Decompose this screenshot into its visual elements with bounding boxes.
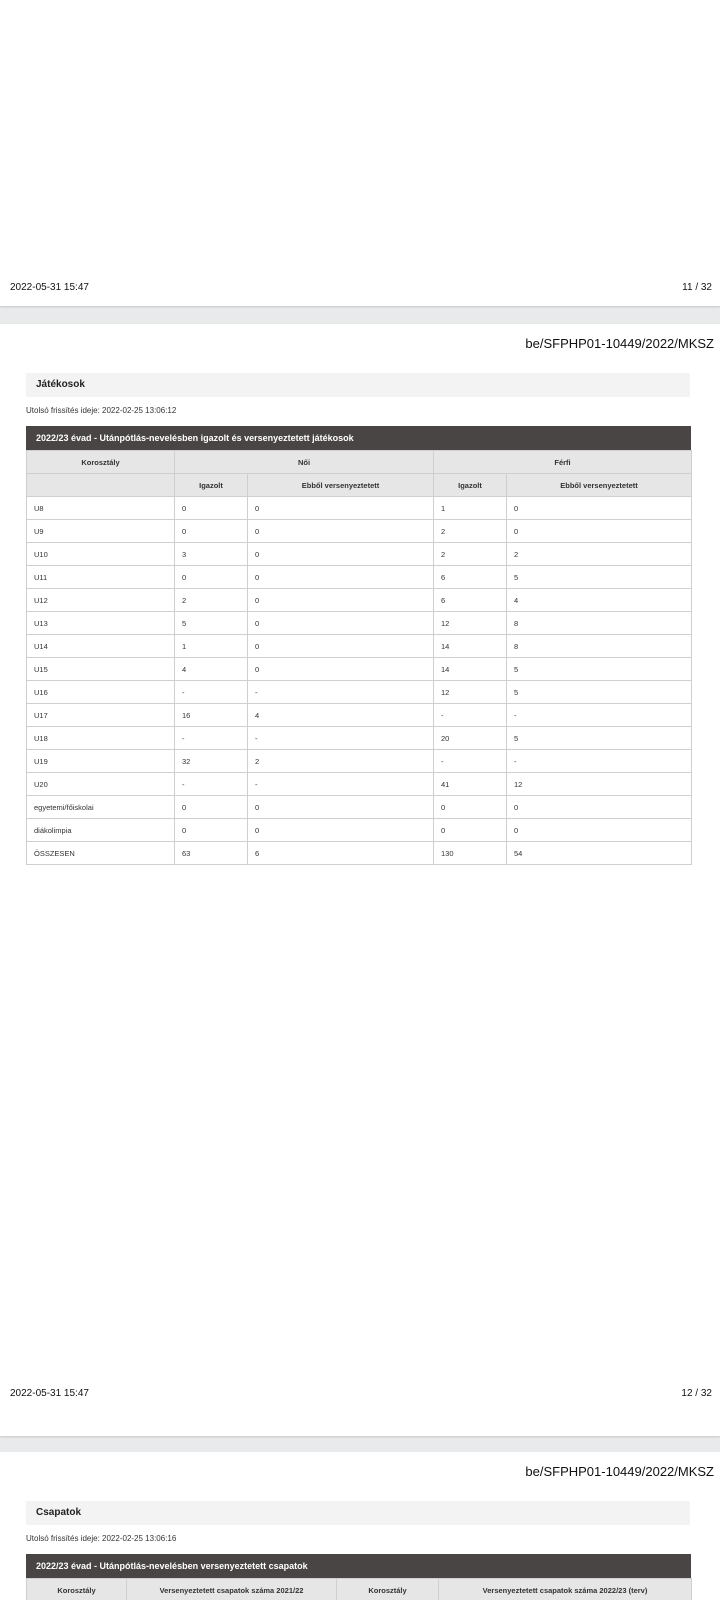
page-12	[0, 324, 720, 1436]
table-title: 2022/23 évad - Utánpótlás-nevelésben igazolt és versenyeztetett játékosok	[26, 426, 691, 450]
cell-female-competing: 0	[248, 520, 434, 543]
table-row	[27, 497, 692, 520]
cell-female-registered: 3	[175, 543, 248, 566]
cell-male-registered: 0	[434, 796, 507, 819]
cell-male-competing: 12	[507, 773, 692, 796]
cell-female-registered: -	[175, 773, 248, 796]
cell-age-group: ÖSSZESEN	[27, 842, 175, 865]
cell-female-registered: 0	[175, 819, 248, 842]
cell-female-competing: 0	[248, 543, 434, 566]
last-updated: Utolsó frissítés ideje: 2022-02-25 13:06:16	[26, 1534, 177, 1543]
table-row	[27, 727, 692, 750]
cell-male-competing: 0	[507, 819, 692, 842]
cell-male-competing: 5	[507, 727, 692, 750]
table-row	[27, 520, 692, 543]
col-female: Női	[175, 451, 434, 474]
cell-age-group: U9	[27, 520, 175, 543]
page-13	[0, 1452, 720, 1600]
cell-female-competing: -	[248, 727, 434, 750]
document-id: be/SFPHP01-10449/2022/MKSZ	[525, 1464, 714, 1479]
cell-female-competing: 0	[248, 566, 434, 589]
cell-age-group: U11	[27, 566, 175, 589]
cell-male-registered: 14	[434, 658, 507, 681]
cell-male-competing: 5	[507, 681, 692, 704]
cell-age-group: egyetemi/főiskolai	[27, 796, 175, 819]
cell-age-group: U16	[27, 681, 175, 704]
table-row	[27, 566, 692, 589]
cell-male-competing: -	[507, 750, 692, 773]
cell-age-group: diákolimpia	[27, 819, 175, 842]
cell-female-registered: 0	[175, 566, 248, 589]
cell-male-competing: 5	[507, 658, 692, 681]
cell-male-registered: 20	[434, 727, 507, 750]
table-row	[27, 635, 692, 658]
cell-male-registered: -	[434, 704, 507, 727]
page-number: 11 / 32	[682, 282, 712, 293]
col-female-competing: Ebből versenyeztetett	[248, 474, 434, 497]
cell-female-registered: 0	[175, 497, 248, 520]
cell-female-registered: -	[175, 681, 248, 704]
cell-male-registered: 6	[434, 589, 507, 612]
cell-age-group: U18	[27, 727, 175, 750]
cell-female-competing: 0	[248, 658, 434, 681]
cell-female-competing: 0	[248, 819, 434, 842]
footer-date: 2022-05-31 15:47	[10, 1388, 89, 1399]
table-row	[27, 796, 692, 819]
cell-age-group: U12	[27, 589, 175, 612]
cell-female-registered: 5	[175, 612, 248, 635]
table-row	[27, 589, 692, 612]
cell-male-registered: 6	[434, 566, 507, 589]
col-teams-2021-22: Versenyeztetett csapatok száma 2021/22	[127, 1579, 337, 1600]
cell-female-competing: 0	[248, 497, 434, 520]
cell-female-registered: 1	[175, 635, 248, 658]
cell-age-group: U13	[27, 612, 175, 635]
cell-female-registered: 0	[175, 520, 248, 543]
cell-male-competing: 0	[507, 497, 692, 520]
cell-female-registered: 4	[175, 658, 248, 681]
table-title: 2022/23 évad - Utánpótlás-nevelésben versenyeztetett csapatok	[26, 1554, 691, 1578]
cell-male-registered: 2	[434, 520, 507, 543]
col-male-competing: Ebből versenyeztetett	[507, 474, 692, 497]
cell-age-group: U8	[27, 497, 175, 520]
table-row	[27, 543, 692, 566]
table-row	[27, 681, 692, 704]
cell-female-competing: 2	[248, 750, 434, 773]
cell-male-competing: 54	[507, 842, 692, 865]
cell-female-competing: -	[248, 681, 434, 704]
cell-male-registered: 0	[434, 819, 507, 842]
blank-header-cell	[27, 474, 175, 497]
cell-female-competing: 0	[248, 796, 434, 819]
table-row	[27, 842, 692, 865]
col-age-group: Korosztály	[27, 1579, 127, 1600]
cell-male-competing: -	[507, 704, 692, 727]
cell-female-competing: 0	[248, 589, 434, 612]
cell-male-registered: -	[434, 750, 507, 773]
cell-male-competing: 2	[507, 543, 692, 566]
players-table	[26, 450, 692, 865]
cell-female-registered: 32	[175, 750, 248, 773]
col-male-registered: Igazolt	[434, 474, 507, 497]
section-title: Játékosok	[26, 373, 690, 397]
page-number: 12 / 32	[681, 1388, 712, 1399]
cell-male-registered: 41	[434, 773, 507, 796]
table-row	[27, 612, 692, 635]
table-row	[27, 704, 692, 727]
cell-female-registered: 2	[175, 589, 248, 612]
cell-female-competing: 6	[248, 842, 434, 865]
cell-female-competing: 4	[248, 704, 434, 727]
table-row	[27, 773, 692, 796]
cell-female-competing: -	[248, 773, 434, 796]
cell-male-registered: 12	[434, 681, 507, 704]
col-male: Férfi	[434, 451, 692, 474]
cell-male-registered: 1	[434, 497, 507, 520]
cell-female-registered: -	[175, 727, 248, 750]
table-header-row	[27, 1579, 692, 1600]
cell-female-registered: 16	[175, 704, 248, 727]
col-female-registered: Igazolt	[175, 474, 248, 497]
cell-male-competing: 8	[507, 612, 692, 635]
footer-date: 2022-05-31 15:47	[10, 282, 89, 293]
cell-male-competing: 0	[507, 796, 692, 819]
cell-female-registered: 0	[175, 796, 248, 819]
cell-age-group: U15	[27, 658, 175, 681]
cell-male-registered: 14	[434, 635, 507, 658]
cell-male-registered: 12	[434, 612, 507, 635]
cell-age-group: U20	[27, 773, 175, 796]
section-title: Csapatok	[26, 1501, 690, 1525]
cell-female-registered: 63	[175, 842, 248, 865]
page-11	[0, 0, 720, 306]
cell-male-competing: 0	[507, 520, 692, 543]
table-row	[27, 750, 692, 773]
col-teams-2022-23: Versenyeztetett csapatok száma 2022/23 (terv)	[439, 1579, 692, 1600]
table-row	[27, 658, 692, 681]
cell-male-registered: 130	[434, 842, 507, 865]
table-row	[27, 819, 692, 842]
col-age-group: Korosztály	[27, 451, 175, 474]
cell-age-group: U10	[27, 543, 175, 566]
cell-male-competing: 8	[507, 635, 692, 658]
document-id: be/SFPHP01-10449/2022/MKSZ	[525, 336, 714, 351]
last-updated: Utolsó frissítés ideje: 2022-02-25 13:06:12	[26, 406, 177, 415]
cell-female-competing: 0	[248, 612, 434, 635]
table-subheader-row	[27, 474, 692, 497]
table-header-row	[27, 451, 692, 474]
col-age-group-2: Korosztály	[337, 1579, 439, 1600]
cell-male-registered: 2	[434, 543, 507, 566]
cell-age-group: U19	[27, 750, 175, 773]
cell-female-competing: 0	[248, 635, 434, 658]
cell-male-competing: 4	[507, 589, 692, 612]
cell-age-group: U17	[27, 704, 175, 727]
cell-male-competing: 5	[507, 566, 692, 589]
cell-age-group: U14	[27, 635, 175, 658]
teams-table	[26, 1578, 692, 1600]
